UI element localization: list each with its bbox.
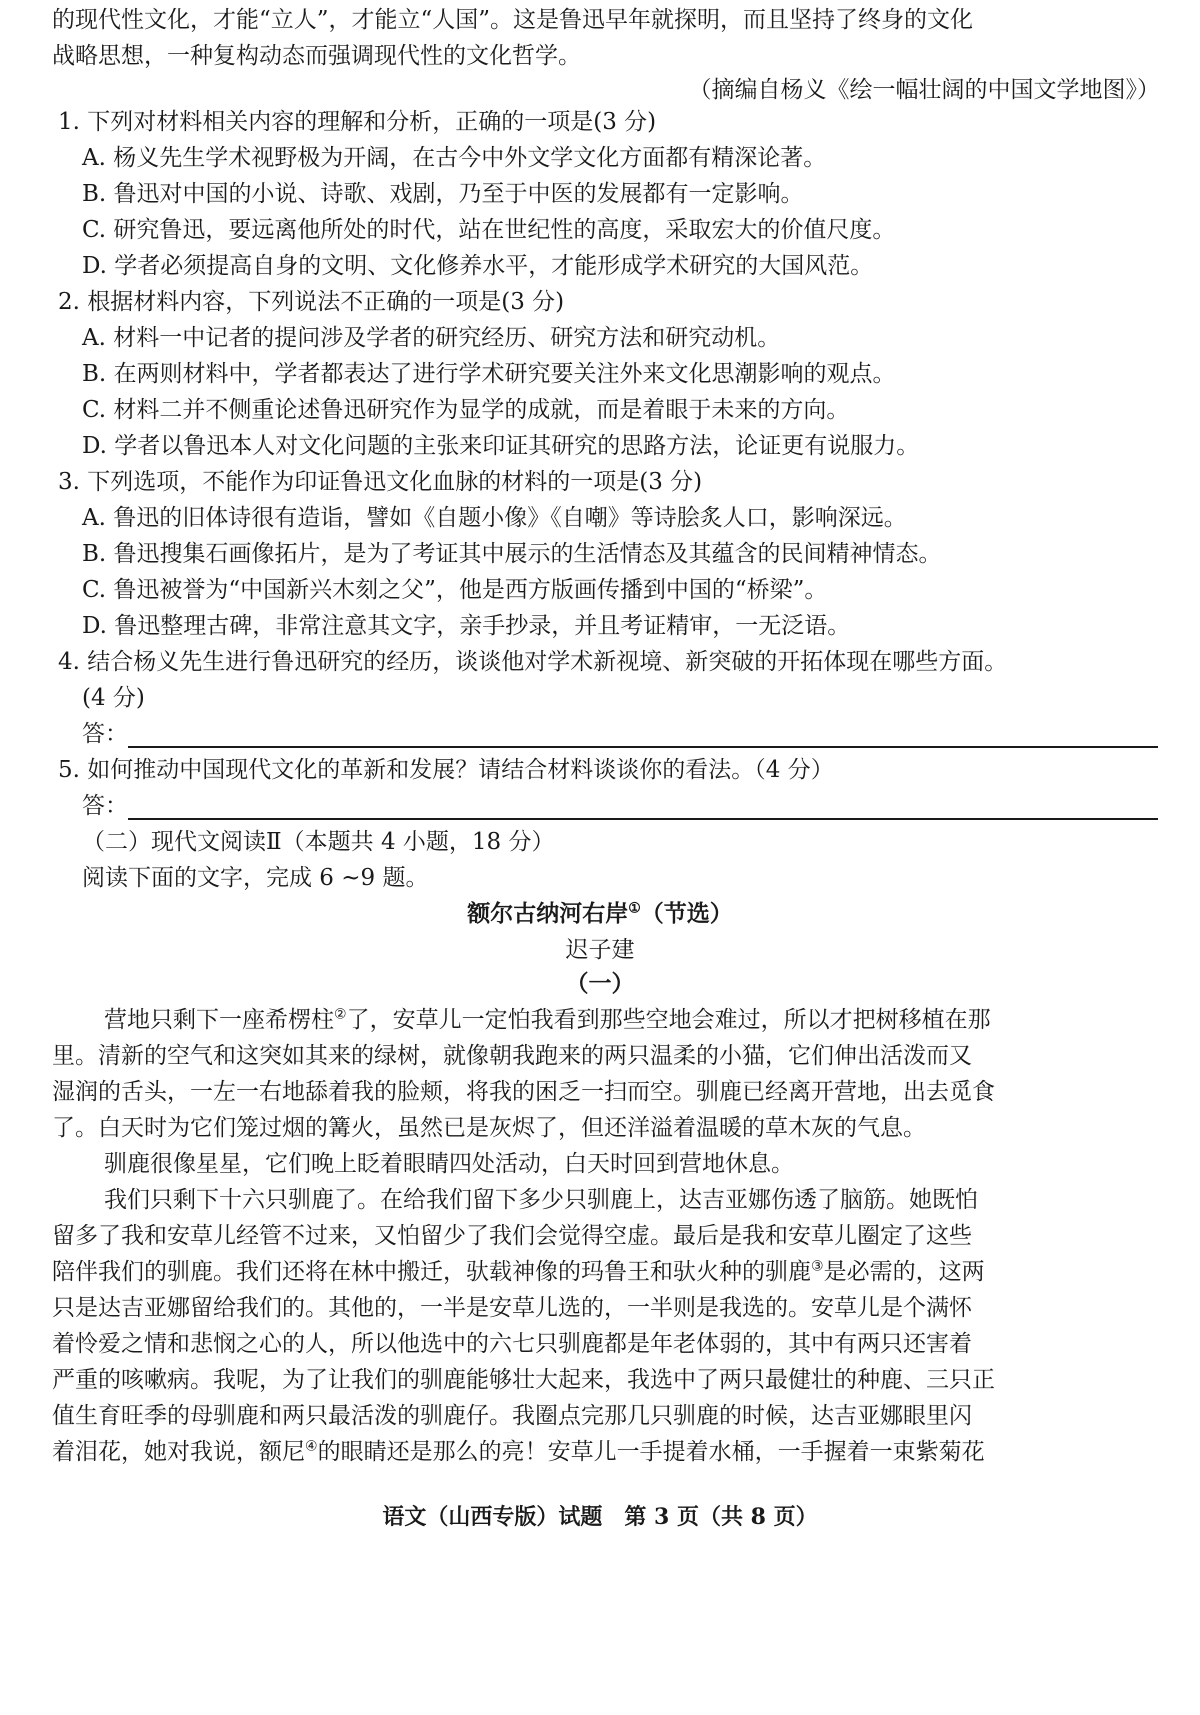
passage-title-suffix: （节选） xyxy=(640,900,733,927)
question-1-stem: 1. 下列对材料相关内容的理解和分析，正确的一项是(3 分) xyxy=(58,109,657,135)
footnote-ref-4: ④ xyxy=(305,1438,318,1455)
passage-title xyxy=(0,896,1200,932)
passage-p1-line-1-b: 了，安草儿一定怕我看到那些空地会难过，所以才把树移植在那 xyxy=(346,1007,991,1033)
footnote-ref-2: ② xyxy=(334,1006,347,1023)
passage-part-number: （一） xyxy=(565,970,635,997)
question-3-option-b: B. 鲁迅搜集石画像拓片，是为了考证其中展示的生活情态及其蕴含的民间精神情态。 xyxy=(82,541,942,567)
intro-line-2: 战略思想，一种复构动态而强调现代性的文化哲学。 xyxy=(52,43,581,69)
question-1-option-b: B. 鲁迅对中国的小说、诗歌、戏剧，乃至于中医的发展都有一定影响。 xyxy=(82,181,804,207)
passage-p3-line-4: 只是达吉亚娜留给我们的。其他的，一半是安草儿选的，一半则是我选的。安草儿是个满怀 xyxy=(52,1295,972,1321)
section-instruction: 阅读下面的文字，完成 6 ~9 题。 xyxy=(82,865,429,891)
question-5-answer-label: 答： xyxy=(82,793,128,819)
passage-p1-line-4: 了。白天时为它们笼过烟的篝火，虽然已是灰烬了，但还洋溢着温暖的草木灰的气息。 xyxy=(52,1115,926,1141)
question-4-answer-line[interactable] xyxy=(128,746,1158,748)
question-3-option-c: C. 鲁迅被誉为“中国新兴木刻之父”，他是西方版画传播到中国的“桥梁”。 xyxy=(82,577,828,603)
passage-p1-line-1-a: 营地只剩下一座希楞柱 xyxy=(104,1007,334,1033)
passage-p3-line-3 xyxy=(52,1254,985,1290)
passage-p1-line-2: 里。清新的空气和这突如其来的绿树，就像朝我跑来的两只温柔的小猫，它们伸出活泼而又 xyxy=(52,1043,972,1069)
passage-p3-line-3-a: 陪伴我们的驯鹿。我们还将在林中搬迁，驮载神像的玛鲁王和驮火种的驯鹿 xyxy=(52,1259,811,1285)
passage-p3-line-1: 我们只剩下十六只驯鹿了。在给我们留下多少只驯鹿上，达吉亚娜伤透了脑筋。她既怕 xyxy=(104,1187,978,1213)
intro-line-1: 的现代性文化，才能“立人”，才能立“人国”。这是鲁迅早年就探明，而且坚持了终身的文化 xyxy=(52,7,974,33)
question-4-stem: 4. 结合杨义先生进行鲁迅研究的经历，谈谈他对学术新视境、新突破的开拓体现在哪些方面。 xyxy=(58,649,1008,675)
page-footer: 语文（山西专版）试题 第 3 页（共 8 页） xyxy=(382,1504,818,1530)
passage-p1-line-3: 湿润的舌头，一左一右地舔着我的脸颊，将我的困乏一扫而空。驯鹿已经离开营地，出去觅食 xyxy=(52,1079,995,1105)
question-2-option-d: D. 学者以鲁迅本人对文化问题的主张来印证其研究的思路方法，论证更有说服力。 xyxy=(82,433,920,459)
question-1-option-d: D. 学者必须提高自身的文明、文化修养水平，才能形成学术研究的大国风范。 xyxy=(82,253,874,279)
passage-p3-line-2: 留多了我和安草儿经管不过来，又怕留少了我们会觉得空虚。最后是我和安草儿圈定了这些 xyxy=(52,1223,972,1249)
passage-p3-line-8 xyxy=(52,1434,985,1470)
question-5-answer-line[interactable] xyxy=(128,818,1158,820)
passage-p1-line-1 xyxy=(104,1002,991,1038)
passage-p2-line-1: 驯鹿很像星星，它们晚上眨着眼睛四处活动，白天时回到营地休息。 xyxy=(104,1151,794,1177)
passage-p3-line-8-a: 着泪花，她对我说，额尼 xyxy=(52,1439,305,1465)
passage-p3-line-7: 值生育旺季的母驯鹿和两只最活泼的驯鹿仔。我圈点完那几只驯鹿的时候，达吉亚娜眼里闪 xyxy=(52,1403,972,1429)
passage-author: 迟子建 xyxy=(565,937,635,963)
passage-p3-line-5: 着怜爱之情和悲悯之心的人，所以他选中的六七只驯鹿都是年老体弱的，其中有两只还害着 xyxy=(52,1331,972,1357)
passage-p3-line-8-b: 的眼睛还是那么的亮！安草儿一手提着水桶，一手握着一束紫菊花 xyxy=(317,1439,985,1465)
question-1-option-a: A. 杨义先生学术视野极为开阔，在古今中外文学文化方面都有精深论著。 xyxy=(82,145,827,171)
question-3-option-a: A. 鲁迅的旧体诗很有造诣，譬如《自题小像》《自嘲》等诗脍炙人口，影响深远。 xyxy=(82,505,907,531)
question-2-option-a: A. 材料一中记者的提问涉及学者的研究经历、研究方法和研究动机。 xyxy=(82,325,781,351)
question-3-option-d: D. 鲁迅整理古碑，非常注意其文字，亲手抄录，并且考证精审，一无泛语。 xyxy=(82,613,851,639)
question-4-answer-label: 答： xyxy=(82,721,128,747)
passage-title-text: 额尔古纳河右岸 xyxy=(467,900,629,927)
question-1-option-c: C. 研究鲁迅，要远离他所处的时代，站在世纪性的高度，采取宏大的价值尺度。 xyxy=(82,217,896,243)
question-2-option-c: C. 材料二并不侧重论述鲁迅研究作为显学的成就，而是着眼于未来的方向。 xyxy=(82,397,850,423)
question-2-stem: 2. 根据材料内容，下列说法不正确的一项是(3 分) xyxy=(58,289,565,315)
passage-p3-line-6: 严重的咳嗽病。我呢，为了让我们的驯鹿能够壮大起来，我选中了两只最健壮的种鹿、三只正 xyxy=(52,1367,995,1393)
question-4-points: (4 分) xyxy=(82,685,145,711)
question-2-option-b: B. 在两则材料中，学者都表达了进行学术研究要关注外来文化思潮影响的观点。 xyxy=(82,361,896,387)
question-5-stem: 5. 如何推动中国现代文化的革新和发展？请结合材料谈谈你的看法。（4 分） xyxy=(58,757,834,783)
section-heading: （二）现代文阅读Ⅱ（本题共 4 小题，18 分） xyxy=(82,829,555,855)
footnote-ref-3: ③ xyxy=(811,1258,824,1275)
passage-p3-line-3-b: 是必需的，这两 xyxy=(823,1259,985,1285)
source-citation: （摘编自杨义《绘一幅壮阔的中国文学地图》） xyxy=(688,77,1160,103)
question-3-stem: 3. 下列选项，不能作为印证鲁迅文化血脉的材料的一项是(3 分) xyxy=(58,469,703,495)
passage-title-note: ① xyxy=(628,900,641,917)
